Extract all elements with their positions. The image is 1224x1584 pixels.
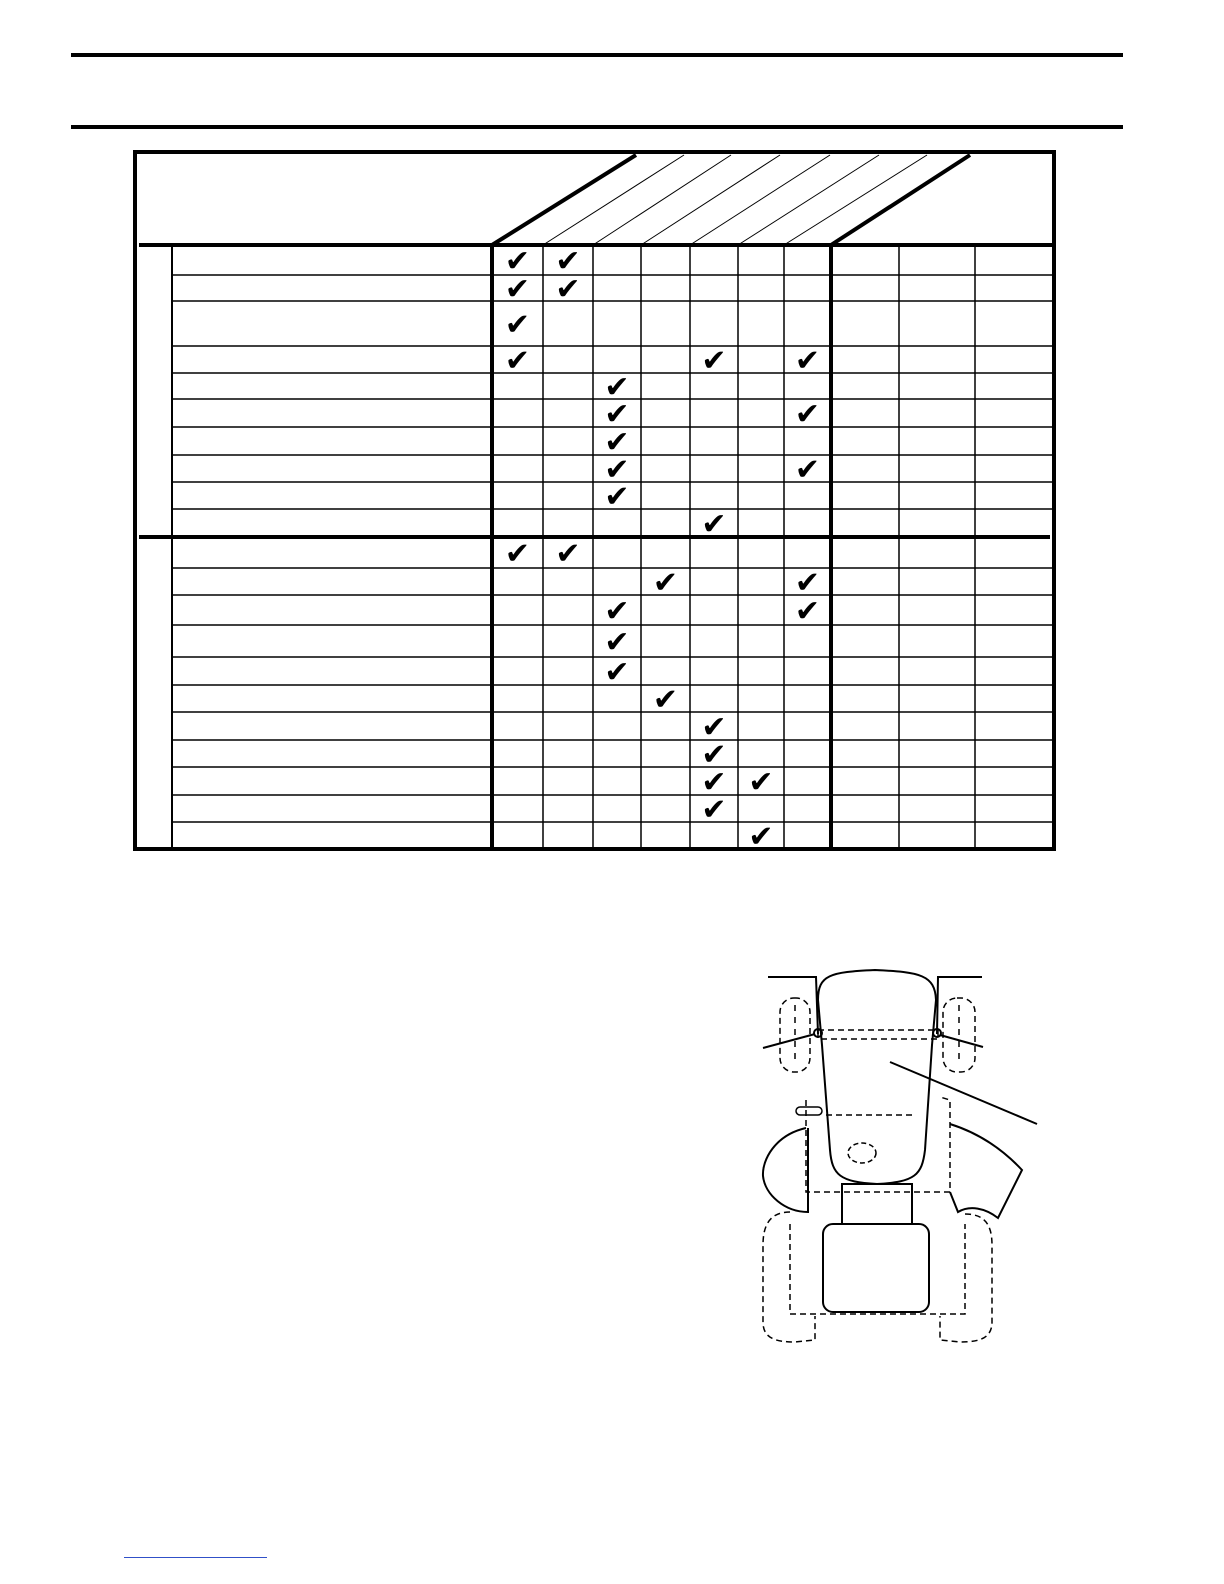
check-mark: ✔ xyxy=(504,343,531,379)
check-mark: ✔ xyxy=(794,594,821,629)
check-mark: ✔ xyxy=(604,370,630,405)
discharge-chute xyxy=(950,1124,1022,1218)
footer-link-underline xyxy=(124,1557,267,1558)
check-mark: ✔ xyxy=(701,737,727,773)
check-mark: ✔ xyxy=(604,425,630,460)
check-mark: ✔ xyxy=(604,479,630,515)
check-mark: ✔ xyxy=(701,710,727,745)
fuel-cap xyxy=(848,1143,876,1163)
left-axle-bracket xyxy=(768,977,818,1034)
rear-right-wheel xyxy=(940,1214,992,1342)
check-mark: ✔ xyxy=(504,244,531,279)
check-mark: ✔ xyxy=(504,307,531,343)
header-diagonal-right xyxy=(831,155,970,245)
check-mark: ✔ xyxy=(504,272,531,307)
right-pointer-line xyxy=(940,1035,983,1047)
check-mark: ✔ xyxy=(701,507,727,542)
steering-column xyxy=(842,1184,912,1224)
check-mark: ✔ xyxy=(701,792,727,828)
check-mark: ✔ xyxy=(794,397,821,432)
check-mark: ✔ xyxy=(701,765,727,800)
check-mark: ✔ xyxy=(604,655,630,690)
deck-left-round xyxy=(763,1128,808,1212)
check-mark: ✔ xyxy=(652,682,679,718)
check-mark: ✔ xyxy=(701,343,727,379)
table-frame xyxy=(135,152,1054,849)
check-mark: ✔ xyxy=(748,765,774,800)
check-mark: ✔ xyxy=(604,397,630,432)
rear-body xyxy=(790,1224,965,1314)
mower-top-view-diagram xyxy=(750,960,1050,1360)
front-axle xyxy=(818,1030,938,1039)
lift-lever xyxy=(796,1107,822,1115)
check-mark: ✔ xyxy=(794,452,821,488)
check-mark: ✔ xyxy=(555,536,581,572)
seat xyxy=(823,1224,929,1312)
hood-outline xyxy=(818,970,936,1184)
check-mark: ✔ xyxy=(555,272,581,307)
check-mark: ✔ xyxy=(652,565,679,601)
check-mark: ✔ xyxy=(604,452,630,488)
left-pointer-line xyxy=(763,1034,815,1048)
check-mark: ✔ xyxy=(794,343,821,379)
check-mark: ✔ xyxy=(748,819,774,855)
rear-left-wheel xyxy=(763,1212,815,1342)
check-mark: ✔ xyxy=(504,536,531,572)
check-mark: ✔ xyxy=(794,565,821,601)
check-mark: ✔ xyxy=(555,244,581,279)
check-mark: ✔ xyxy=(604,625,630,660)
check-mark: ✔ xyxy=(604,594,630,629)
